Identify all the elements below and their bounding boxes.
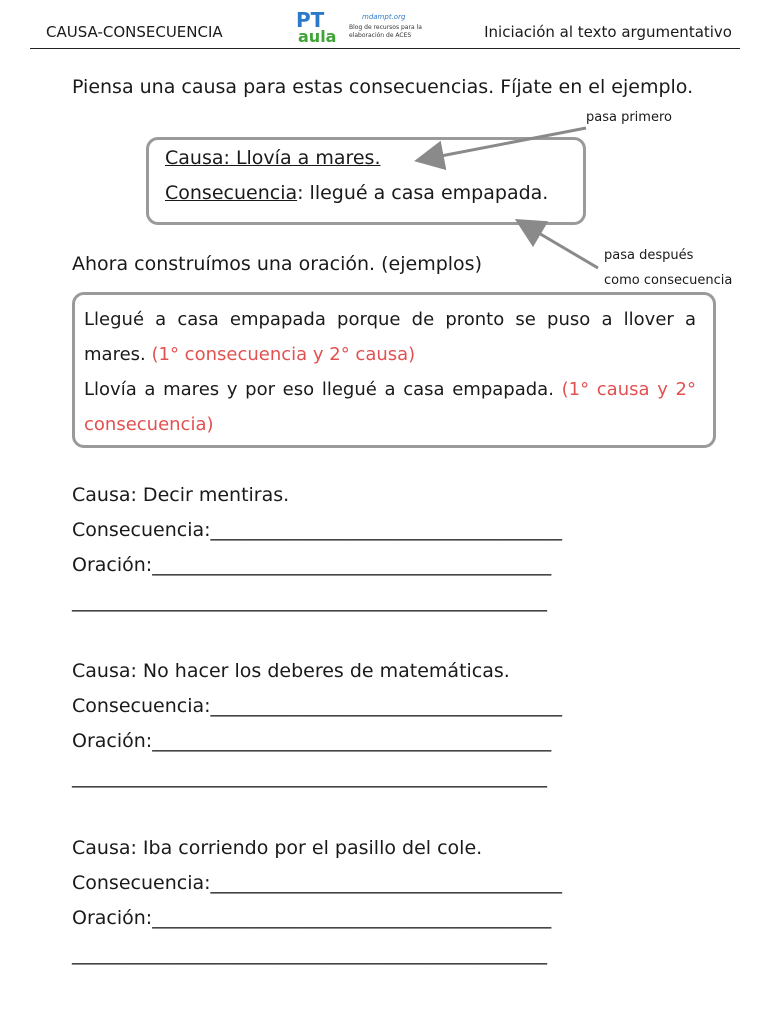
sentence-example-1-note: (1° consecuencia y 2° causa) <box>151 344 416 365</box>
exercise-3-extra-line[interactable]: __________________________________________________ <box>72 943 547 965</box>
example-cause-text: Llovía a mares. <box>229 147 381 169</box>
example-consequence-text: : llegué a casa empapada. <box>297 182 549 204</box>
exercise-2-consequence[interactable]: Consecuencia:_____________________________________ <box>72 695 563 717</box>
exercise-2-cause: Causa: No hacer los deberes de matemáticas. <box>72 660 510 682</box>
arrow-first <box>420 128 586 160</box>
exercise-3-cause: Causa: Iba corriendo por el pasillo del cole. <box>72 837 483 859</box>
logo-url: mdampt.org <box>362 13 406 21</box>
example-consequence-label: Consecuencia <box>165 182 298 204</box>
sentence-example-1 <box>84 302 696 372</box>
exercise-3-sentence[interactable]: Oración:__________________________________________ <box>72 907 552 929</box>
header-left-title: CAUSA-CONSECUENCIA <box>46 23 223 41</box>
annotation-after-1: pasa después <box>604 248 694 263</box>
instruction-text: Piensa una causa para estas consecuencias. Fíjate en el ejemplo. <box>72 76 694 98</box>
sentence-example-2 <box>84 372 696 442</box>
sentence-heading: Ahora construímos una oración. (ejemplos) <box>72 253 482 275</box>
sentence-example-2-text: Llovía a mares y por eso llegué a casa empapada. <box>84 379 554 400</box>
exercise-1-extra-line[interactable]: __________________________________________________ <box>72 590 547 612</box>
exercise-1-cause: Causa: Decir mentiras. <box>72 484 290 506</box>
logo-word: aula <box>298 27 337 46</box>
header-right-title: Iniciación al texto argumentativo <box>484 23 732 41</box>
sentence-example-1-text: Llegué a casa empapada porque de pronto se puso a llover a mares. <box>84 309 696 365</box>
logo-tagline-1: Blog de recursos para la <box>349 24 422 31</box>
exercise-2-sentence[interactable]: Oración:__________________________________________ <box>72 730 552 752</box>
sentence-examples <box>84 302 696 442</box>
exercise-1-sentence[interactable]: Oración:__________________________________________ <box>72 554 552 576</box>
annotation-after-2: como consecuencia <box>604 273 733 288</box>
annotation-first: pasa primero <box>586 110 672 125</box>
sentence-example-2-note: (1° causa y 2° consecuencia) <box>84 379 696 435</box>
logo-letters-text: PT <box>296 8 325 32</box>
arrow-after <box>520 222 598 268</box>
example-cause-label: Causa: <box>165 147 230 169</box>
exercise-3-consequence[interactable]: Consecuencia:_____________________________________ <box>72 872 563 894</box>
exercise-2-extra-line[interactable]: __________________________________________________ <box>72 766 547 788</box>
exercise-1-consequence[interactable]: Consecuencia:_____________________________________ <box>72 519 563 541</box>
logo-tagline-2: elaboración de ACES <box>349 32 412 39</box>
